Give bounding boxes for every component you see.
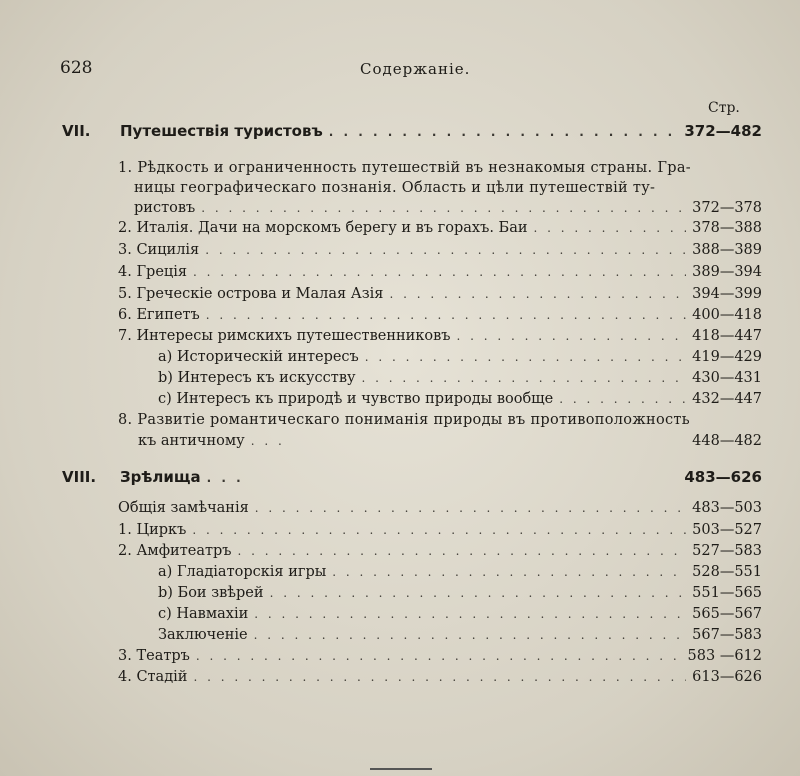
leader-dots (255, 501, 686, 515)
leader-dots (365, 350, 686, 364)
toc-entry-pages: 418—447 (692, 328, 762, 344)
leader-dots (329, 125, 679, 139)
section-number: VII. (62, 122, 91, 140)
section-pages: 372—482 (684, 122, 762, 140)
toc-entry (118, 286, 762, 302)
toc-entry (118, 328, 762, 344)
toc-entry-title: ристовъ (134, 200, 196, 216)
toc-entry (118, 307, 762, 323)
leader-dots (193, 265, 686, 279)
toc-entry-title: a) Историческій интересъ (158, 349, 359, 365)
toc-entry-title: Общія замѣчанія (118, 500, 249, 516)
leader-dots (238, 544, 687, 558)
toc-entry-pages: 565—567 (692, 606, 762, 622)
toc-entry-title: 7. Интересы римскихъ путешественниковъ (118, 328, 451, 344)
toc-entry-title: Заключеніе (158, 627, 248, 643)
section-heading (62, 468, 762, 486)
leader-dots (201, 201, 686, 215)
toc-entry-line: ницы географическаго познанія. Область и цѣли путешествій ту- (134, 180, 656, 196)
toc-entry-title: b) Интересъ къ искусству (158, 370, 356, 386)
toc-entry-title: 2. Амфитеатръ (118, 543, 232, 559)
toc-entry-pages: 400—418 (692, 307, 762, 323)
toc-entry-pages: 388—389 (692, 242, 762, 258)
toc-entry (158, 391, 762, 407)
leader-dots (193, 670, 686, 684)
toc-entry-pages: 483—503 (692, 500, 762, 516)
toc-entry (134, 200, 762, 216)
leader-dots (270, 586, 686, 600)
leader-dots (192, 523, 686, 537)
toc-entry-line: 8. Развитіе романтическаго пониманія природы въ противоположность (118, 412, 690, 428)
toc-entry (118, 500, 762, 516)
section-number: VIII. (62, 468, 97, 486)
toc-entry-pages: 583 —612 (687, 648, 762, 664)
leader-dots (389, 287, 686, 301)
toc-entry (158, 627, 762, 643)
leader-dots (254, 628, 686, 642)
toc-entry-pages: 448—482 (692, 433, 762, 449)
leader-dots (362, 371, 686, 385)
toc-entry-pages: 378—388 (692, 220, 762, 236)
leader-dots (559, 392, 686, 406)
leader-dots (205, 243, 686, 257)
leader-dots (196, 649, 682, 663)
footer-rule (370, 768, 432, 770)
leader-dots (457, 329, 687, 343)
toc-entry (118, 220, 762, 236)
toc-entry (158, 349, 762, 365)
leader-dots (251, 434, 291, 448)
leader-dots (207, 471, 243, 485)
toc-entry-pages: 419—429 (692, 349, 762, 365)
toc-entry-pages: 432—447 (692, 391, 762, 407)
toc-entry-title: 4. Стадій (118, 669, 188, 685)
toc-entry-title: 5. Греческіе острова и Малая Азія (118, 286, 384, 302)
toc-entry-pages: 503—527 (692, 522, 762, 538)
leader-dots (332, 565, 686, 579)
toc-entry-title: 3. Театръ (118, 648, 190, 664)
page-number: 628 (60, 58, 93, 78)
toc-entry-title: 2. Италія. Дачи на морскомъ берегу и въ горахъ. Баи (118, 220, 528, 236)
toc-entry-pages: 528—551 (692, 564, 762, 580)
section-pages: 483—626 (684, 468, 762, 486)
toc-entry (118, 648, 762, 664)
toc-entry (118, 669, 762, 685)
toc-entry-pages: 567—583 (692, 627, 762, 643)
toc-entry (158, 370, 762, 386)
leader-dots (206, 308, 686, 322)
toc-entry-pages: 430—431 (692, 370, 762, 386)
toc-entry-title: c) Навмахіи (158, 606, 249, 622)
toc-entry (138, 433, 762, 449)
toc-entry (158, 585, 762, 601)
toc-entry-pages: 389—394 (692, 264, 762, 280)
toc-entry-title: 3. Сицилія (118, 242, 200, 258)
leader-dots (254, 607, 686, 621)
toc-entry-pages: 551—565 (692, 585, 762, 601)
toc-entry-title: a) Гладіаторскія игры (158, 564, 327, 580)
toc-entry-pages: 527—583 (692, 543, 762, 559)
toc-entry-title: 4. Греція (118, 264, 188, 280)
toc-entry (118, 543, 762, 559)
section-title: Зрѣлища (120, 468, 201, 486)
toc-entry (158, 606, 762, 622)
page-column-label: Стр. (708, 100, 740, 116)
toc-entry-pages: 613—626 (692, 669, 762, 685)
toc-entry-title: 6. Египетъ (118, 307, 200, 323)
toc-entry-title: къ античному (138, 433, 245, 449)
toc-entry (118, 264, 762, 280)
toc-entry-title: c) Интересъ къ природѣ и чувство природы вообще (158, 391, 554, 407)
toc-entry-pages: 372—378 (692, 200, 762, 216)
toc-entry-line: 1. Рѣдкость и ограниченность путешествій въ незнакомыя страны. Гра- (118, 160, 691, 176)
page-title: Содержаніе. (360, 60, 471, 78)
toc-entry-title: b) Бои звѣрей (158, 585, 264, 601)
toc-entry-title: 1. Циркъ (118, 522, 187, 538)
leader-dots (534, 221, 686, 235)
section-heading (62, 122, 762, 140)
toc-entry (158, 564, 762, 580)
section-title: Путешествія туристовъ (120, 122, 323, 140)
toc-entry (118, 522, 762, 538)
toc-entry-pages: 394—399 (692, 286, 762, 302)
toc-entry (118, 242, 762, 258)
